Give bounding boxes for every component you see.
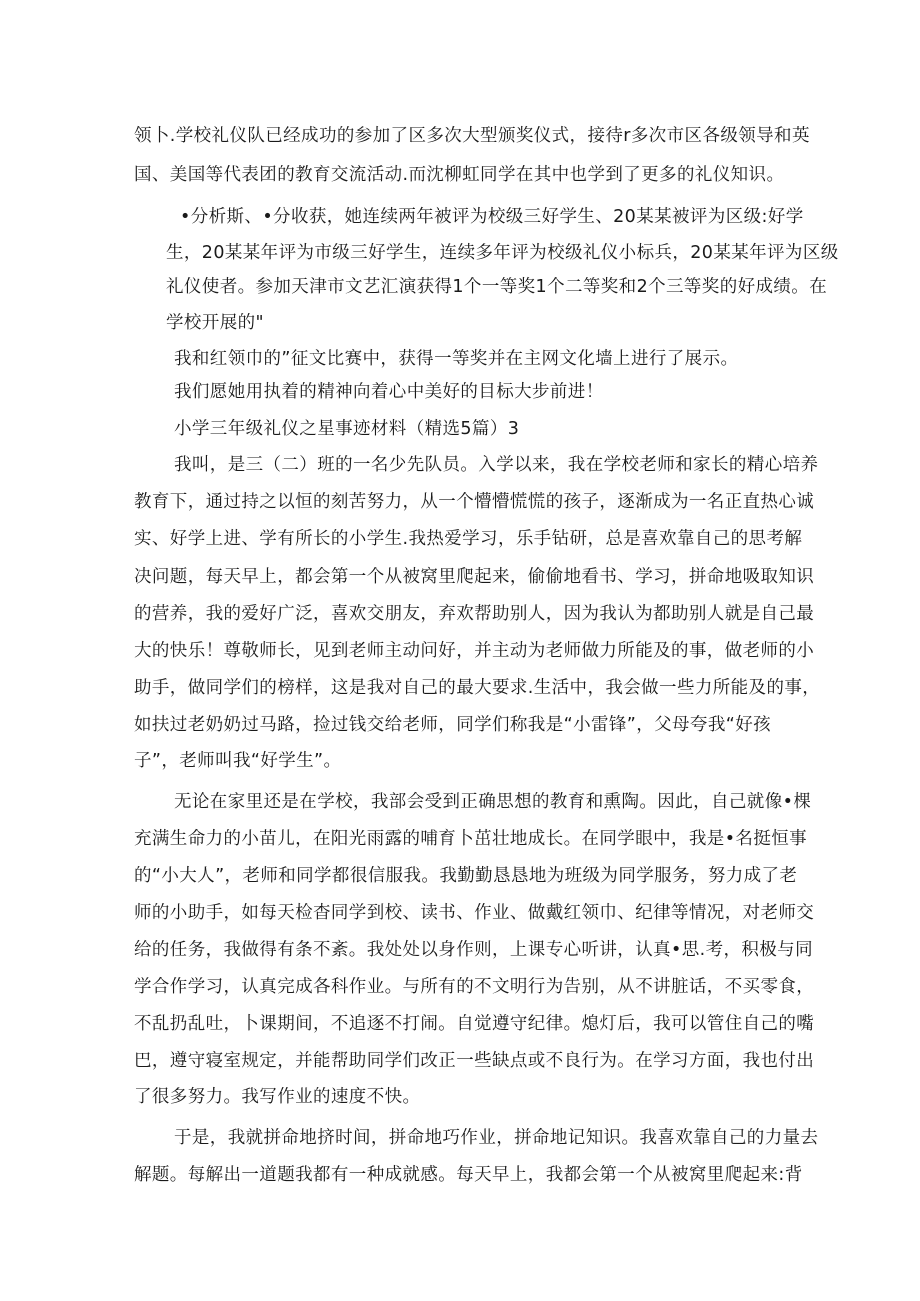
text-line: 领卜.学校礼仪队已经成功的参加了区多次大型颁奖仪式，接待r多次市区各级领导和英 bbox=[134, 126, 810, 146]
text-line: 教育下，通过持之以恒的刻苦努力，从一个懵懵慌慌的孩子，逐渐成为一名正直热心诚 bbox=[134, 492, 815, 512]
text-line: 如扶过老奶奶过马路，捡过钱交给老师，同学们称我是“小雷锋”，父母夸我“好孩 bbox=[134, 715, 771, 735]
text-line: 的营养，我的爱好广泛，喜欢交朋友，弃欢帮助别人，因为我认为都助别人就是自己最 bbox=[134, 604, 815, 624]
text-line: 国、美国等代表团的教育交流活动.而沈柳虹同学在其中也学到了更多的礼仪知识。 bbox=[134, 165, 785, 185]
text-line: 决问题，每天早上，都会第一个从被窝里爬起来，偷偷地看书、学习，拼命地吸取知识 bbox=[134, 567, 815, 587]
section-title: 小学三年级礼仪之星事迹材料（精选5篇）3 bbox=[174, 419, 520, 439]
text-line: 礼仪使者。参加天津市文艺汇演获得1个一等奖1个二等奖和2个三等奖的好成绩。在 bbox=[166, 277, 828, 297]
text-line: 师的小助手，如每天检杳同学到校、读书、作业、做戴红领巾、纪律等情况，对老师交 bbox=[134, 903, 815, 923]
text-line: •分析斯、•分收获，她连续两年被评为校级三好学生、20某某被评为区级:好学 bbox=[180, 207, 804, 227]
text-line: 了很多努力。我写作业的速度不快。 bbox=[134, 1087, 421, 1107]
text-line: 大的快乐！尊敬师长，见到老师主动问好，并主动为老师做力所能及的事，做老师的小 bbox=[134, 641, 815, 661]
text-line: 我和红领巾的”征文比赛中，获得一等奖并在主网文化墙上进行了展示。 bbox=[174, 349, 739, 369]
text-line: 给的任务，我做得有条不紊。我处处以身作则，上课专心听讲，认真•思.考，积极与同 bbox=[134, 940, 813, 960]
text-line: 的“小大人”，老师和同学都很信服我。我勤勤恳恳地为班级为同学服务，努力成了老 bbox=[134, 866, 798, 886]
text-line: 学校开展的" bbox=[166, 313, 264, 333]
text-line: 子”，老师叫我“好学生”。 bbox=[134, 751, 342, 771]
text-line: 于是，我就拼命地挤时间，拼命地巧作业，拼命地记知识。我喜欢靠自己的力量去 bbox=[174, 1128, 819, 1148]
text-line: 巴，遵守寝室规定，并能帮助同学们改正一些缺点或不良行为。在学习方面，我也付出 bbox=[134, 1051, 815, 1071]
text-line: 生，20某某年评为市级三好学生，连续多年评为校级礼仪小标兵，20某某年评为区级 bbox=[166, 243, 839, 263]
text-line: 我们愿她用执着的精神向着心中美好的目标大步前进！ bbox=[174, 382, 604, 402]
text-line: 我叫，是三（二）班的一名少先队员。入学以来，我在学校老师和家长的精心培养 bbox=[174, 455, 819, 475]
text-line: 助手，做同学们的榜样，这是我对自己的最大要求.生活中，我会做一些力所能及的事， bbox=[134, 678, 821, 698]
text-line: 实、好学上进、学有所长的小学生.我热爱学习，乐手钻研，总是喜欢靠自己的思考解 bbox=[134, 529, 803, 549]
text-line: 不乱扔乱吐，卜课期间，不追逐不打闹。自觉遵守纪律。熄灯后，我可以管住自己的嘴 bbox=[134, 1014, 815, 1034]
text-line: 解题。每解出一道题我都有一种成就感。每天早上，我都会第一个从被窝里爬起来:背 bbox=[134, 1165, 803, 1185]
text-line: 学合作学习，认真完成各科作业。与所有的不文明行为告别，从不讲脏话，不买零食， bbox=[134, 977, 815, 997]
text-line: 充满生命力的小苗儿，在阳光雨露的哺育卜茁壮地成长。在同学眼中，我是•名挺恒事 bbox=[134, 829, 808, 849]
text-line: 无论在家里还是在学校，我部会受到正确思想的教育和熏陶。因此，自己就像•棵 bbox=[174, 792, 812, 812]
